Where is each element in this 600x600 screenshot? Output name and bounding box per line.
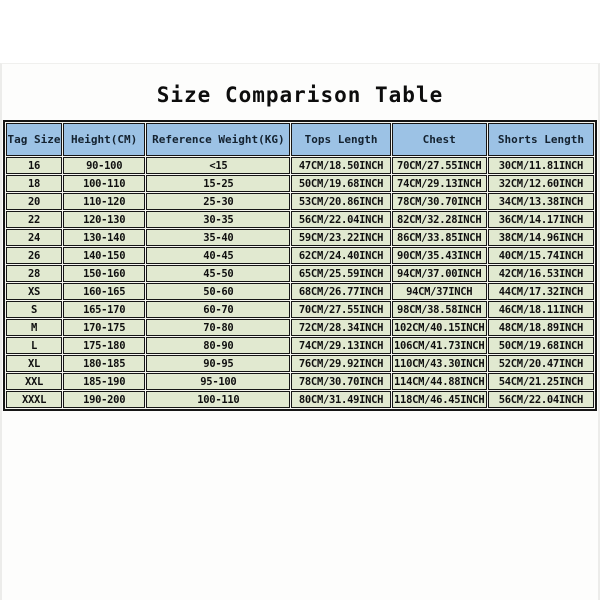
table-row bbox=[6, 301, 594, 318]
table-cell-shorts-length: 50CM/19.68INCH bbox=[488, 337, 594, 354]
table-cell-height-cm: 185-190 bbox=[63, 373, 145, 390]
table-cell-height-cm: 175-180 bbox=[63, 337, 145, 354]
table-cell-tops-length: 59CM/23.22INCH bbox=[291, 229, 390, 246]
table-cell-tag-size: 24 bbox=[6, 229, 62, 246]
table-cell-height-cm: 90-100 bbox=[63, 157, 145, 174]
table-cell-tops-length: 65CM/25.59INCH bbox=[291, 265, 390, 282]
table-row bbox=[6, 211, 594, 228]
table-row bbox=[6, 247, 594, 264]
table-cell-shorts-length: 34CM/13.38INCH bbox=[488, 193, 594, 210]
table-cell-reference-weight-kg: 95-100 bbox=[146, 373, 290, 390]
table-cell-tag-size: 26 bbox=[6, 247, 62, 264]
table-cell-shorts-length: 56CM/22.04INCH bbox=[488, 391, 594, 408]
table-cell-chest: 70CM/27.55INCH bbox=[392, 157, 487, 174]
page-title: Size Comparison Table bbox=[156, 83, 444, 107]
table-row bbox=[6, 355, 594, 372]
header-cell-chest: Chest bbox=[392, 123, 487, 156]
table-cell-shorts-length: 38CM/14.96INCH bbox=[488, 229, 594, 246]
table-cell-chest: 106CM/41.73INCH bbox=[392, 337, 487, 354]
table-cell-tag-size: XXXL bbox=[6, 391, 62, 408]
table-cell-height-cm: 180-185 bbox=[63, 355, 145, 372]
table-cell-chest: 74CM/29.13INCH bbox=[392, 175, 487, 192]
table-cell-tops-length: 70CM/27.55INCH bbox=[291, 301, 390, 318]
table-cell-tops-length: 56CM/22.04INCH bbox=[291, 211, 390, 228]
table-cell-reference-weight-kg: 25-30 bbox=[146, 193, 290, 210]
table-cell-reference-weight-kg: 40-45 bbox=[146, 247, 290, 264]
table-cell-height-cm: 130-140 bbox=[63, 229, 145, 246]
table-cell-chest: 110CM/43.30INCH bbox=[392, 355, 487, 372]
table-row bbox=[6, 391, 594, 408]
table-cell-height-cm: 140-150 bbox=[63, 247, 145, 264]
header-cell-tops-length: Tops Length bbox=[291, 123, 390, 156]
table-cell-tag-size: 28 bbox=[6, 265, 62, 282]
table-cell-tag-size: S bbox=[6, 301, 62, 318]
table-cell-chest: 78CM/30.70INCH bbox=[392, 193, 487, 210]
table-row bbox=[6, 337, 594, 354]
header-cell-height-cm: Height(CM) bbox=[63, 123, 145, 156]
size-comparison-table bbox=[3, 120, 597, 411]
table-cell-reference-weight-kg: 50-60 bbox=[146, 283, 290, 300]
table-cell-reference-weight-kg: 15-25 bbox=[146, 175, 290, 192]
table-cell-tops-length: 78CM/30.70INCH bbox=[291, 373, 390, 390]
table-cell-shorts-length: 48CM/18.89INCH bbox=[488, 319, 594, 336]
table-row bbox=[6, 319, 594, 336]
table-cell-shorts-length: 44CM/17.32INCH bbox=[488, 283, 594, 300]
table-cell-tag-size: 22 bbox=[6, 211, 62, 228]
table-cell-shorts-length: 36CM/14.17INCH bbox=[488, 211, 594, 228]
table-cell-reference-weight-kg: <15 bbox=[146, 157, 290, 174]
table-row bbox=[6, 193, 594, 210]
table-row bbox=[6, 265, 594, 282]
table-cell-shorts-length: 42CM/16.53INCH bbox=[488, 265, 594, 282]
table-cell-tops-length: 68CM/26.77INCH bbox=[291, 283, 390, 300]
table-cell-chest: 82CM/32.28INCH bbox=[392, 211, 487, 228]
table-cell-height-cm: 150-160 bbox=[63, 265, 145, 282]
table-cell-tops-length: 62CM/24.40INCH bbox=[291, 247, 390, 264]
table-cell-height-cm: 165-170 bbox=[63, 301, 145, 318]
table-cell-tag-size: XS bbox=[6, 283, 62, 300]
table-cell-height-cm: 100-110 bbox=[63, 175, 145, 192]
table-row bbox=[6, 373, 594, 390]
table-cell-tops-length: 80CM/31.49INCH bbox=[291, 391, 390, 408]
table-cell-chest: 102CM/40.15INCH bbox=[392, 319, 487, 336]
table-row bbox=[6, 283, 594, 300]
table-cell-height-cm: 110-120 bbox=[63, 193, 145, 210]
table-cell-height-cm: 190-200 bbox=[63, 391, 145, 408]
table-cell-tag-size: 18 bbox=[6, 175, 62, 192]
table-cell-height-cm: 160-165 bbox=[63, 283, 145, 300]
table-cell-reference-weight-kg: 90-95 bbox=[146, 355, 290, 372]
table-cell-reference-weight-kg: 35-40 bbox=[146, 229, 290, 246]
table-cell-tag-size: 20 bbox=[6, 193, 62, 210]
size-table-body bbox=[6, 157, 594, 408]
table-cell-tops-length: 47CM/18.50INCH bbox=[291, 157, 390, 174]
table-row bbox=[6, 229, 594, 246]
table-cell-shorts-length: 54CM/21.25INCH bbox=[488, 373, 594, 390]
table-cell-tops-length: 50CM/19.68INCH bbox=[291, 175, 390, 192]
table-cell-height-cm: 120-130 bbox=[63, 211, 145, 228]
table-cell-chest: 98CM/38.58INCH bbox=[392, 301, 487, 318]
table-cell-reference-weight-kg: 70-80 bbox=[146, 319, 290, 336]
table-cell-reference-weight-kg: 30-35 bbox=[146, 211, 290, 228]
table-cell-chest: 90CM/35.43INCH bbox=[392, 247, 487, 264]
table-cell-tag-size: 16 bbox=[6, 157, 62, 174]
table-cell-tag-size: XL bbox=[6, 355, 62, 372]
table-cell-height-cm: 170-175 bbox=[63, 319, 145, 336]
table-cell-tops-length: 74CM/29.13INCH bbox=[291, 337, 390, 354]
table-cell-shorts-length: 40CM/15.74INCH bbox=[488, 247, 594, 264]
table-cell-shorts-length: 30CM/11.81INCH bbox=[488, 157, 594, 174]
table-cell-tag-size: L bbox=[6, 337, 62, 354]
table-cell-shorts-length: 32CM/12.60INCH bbox=[488, 175, 594, 192]
table-cell-chest: 86CM/33.85INCH bbox=[392, 229, 487, 246]
table-row bbox=[6, 157, 594, 174]
table-cell-reference-weight-kg: 60-70 bbox=[146, 301, 290, 318]
table-cell-tag-size: XXL bbox=[6, 373, 62, 390]
table-cell-chest: 118CM/46.45INCH bbox=[392, 391, 487, 408]
table-cell-reference-weight-kg: 80-90 bbox=[146, 337, 290, 354]
table-cell-chest: 94CM/37INCH bbox=[392, 283, 487, 300]
table-cell-tops-length: 53CM/20.86INCH bbox=[291, 193, 390, 210]
table-cell-tag-size: M bbox=[6, 319, 62, 336]
table-cell-reference-weight-kg: 100-110 bbox=[146, 391, 290, 408]
table-cell-chest: 114CM/44.88INCH bbox=[392, 373, 487, 390]
table-row bbox=[6, 175, 594, 192]
table-cell-tops-length: 72CM/28.34INCH bbox=[291, 319, 390, 336]
table-cell-chest: 94CM/37.00INCH bbox=[392, 265, 487, 282]
header-cell-reference-weight-kg: Reference Weight(KG) bbox=[146, 123, 290, 156]
table-cell-reference-weight-kg: 45-50 bbox=[146, 265, 290, 282]
header-cell-tag-size: Tag Size bbox=[6, 123, 62, 156]
table-cell-shorts-length: 46CM/18.11INCH bbox=[488, 301, 594, 318]
header-row bbox=[6, 123, 594, 156]
table-cell-shorts-length: 52CM/20.47INCH bbox=[488, 355, 594, 372]
header-cell-shorts-length: Shorts Length bbox=[488, 123, 594, 156]
table-cell-tops-length: 76CM/29.92INCH bbox=[291, 355, 390, 372]
